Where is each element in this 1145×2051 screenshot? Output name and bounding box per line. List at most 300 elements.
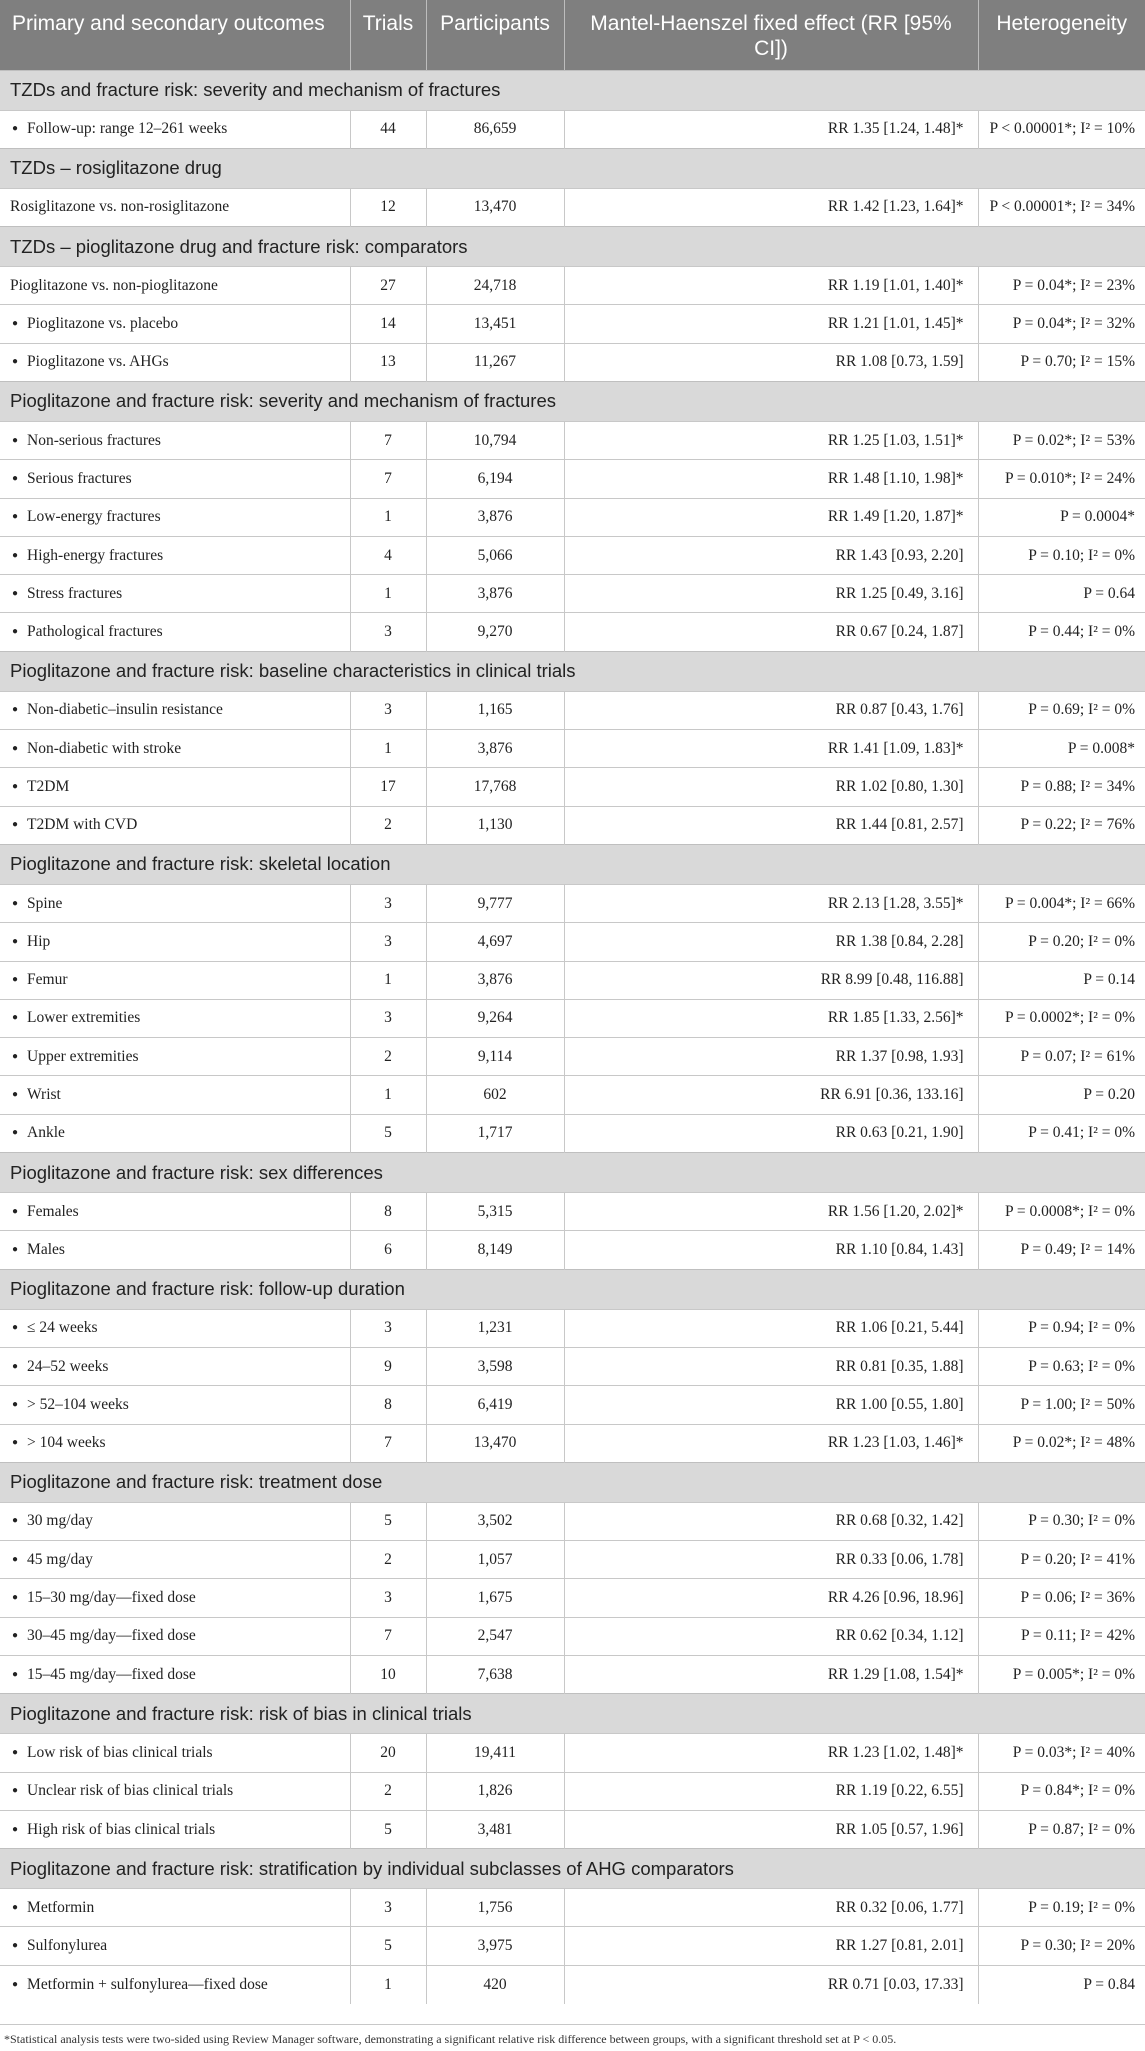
- participants-cell: [426, 498, 564, 536]
- heterogeneity-cell-text: P = 0.0004*: [1060, 508, 1135, 526]
- heterogeneity-cell-text: P = 0.14: [1083, 971, 1135, 989]
- trials-cell: [350, 110, 426, 148]
- trials-cell-text: 5: [384, 1124, 392, 1142]
- outcome-label-text: Pioglitazone vs. AHGs: [27, 353, 169, 371]
- heterogeneity-cell: [978, 1541, 1145, 1579]
- outcome-label: [0, 498, 350, 536]
- heterogeneity-cell-text: P = 0.64: [1083, 584, 1135, 602]
- bullet-icon: [10, 1358, 27, 1375]
- bullet-icon: [10, 1976, 27, 1993]
- heterogeneity-cell: [978, 1347, 1145, 1385]
- table-row: [0, 460, 1145, 498]
- participants-cell: [426, 1541, 564, 1579]
- effect-cell: [564, 1656, 978, 1694]
- participants-cell: [426, 884, 564, 922]
- outcome-label-text: Stress fractures: [27, 584, 123, 602]
- outcome-label: [0, 730, 350, 768]
- heterogeneity-cell: [978, 110, 1145, 148]
- trials-cell-text: 3: [384, 1319, 392, 1337]
- participants-cell: [426, 1502, 564, 1540]
- effect-cell-text: RR 1.42 [1.23, 1.64]*: [827, 198, 964, 216]
- table-header-row: [0, 0, 1145, 70]
- participants-cell-text: 3,876: [477, 584, 513, 602]
- heterogeneity-cell: [978, 806, 1145, 844]
- trials-cell-text: 14: [380, 315, 396, 333]
- table-row: [0, 1541, 1145, 1579]
- trials-cell: [350, 999, 426, 1037]
- bullet-icon: [10, 1086, 27, 1103]
- trials-cell: [350, 575, 426, 613]
- heterogeneity-cell-text: P = 0.44; I² = 0%: [1028, 623, 1135, 641]
- trials-cell: [350, 961, 426, 999]
- trials-cell-text: 5: [384, 1937, 392, 1955]
- participants-cell: [426, 1772, 564, 1810]
- participants-cell-text: 1,717: [477, 1124, 513, 1142]
- outcome-label: [0, 691, 350, 729]
- section-title: Pioglitazone and fracture risk: sex differences: [0, 1153, 1145, 1193]
- trials-cell: [350, 305, 426, 343]
- trials-cell: [350, 460, 426, 498]
- effect-cell: [564, 460, 978, 498]
- heterogeneity-cell: [978, 1038, 1145, 1076]
- effect-cell-text: RR 1.02 [0.80, 1.30]: [835, 778, 964, 795]
- effect-cell-text: RR 8.99 [0.48, 116.88]: [820, 971, 964, 989]
- effect-cell-text: RR 1.25 [1.03, 1.51]*: [827, 431, 964, 449]
- heterogeneity-cell: [978, 575, 1145, 613]
- heterogeneity-cell-text: P < 0.00001*; I² = 10%: [989, 120, 1135, 138]
- participants-cell-text: 3,876: [477, 739, 513, 757]
- effect-cell: [564, 1424, 978, 1462]
- effect-cell-text: RR 0.87 [0.43, 1.76]: [835, 701, 964, 719]
- effect-cell: [564, 961, 978, 999]
- trials-cell: [350, 1734, 426, 1772]
- table-row: [0, 498, 1145, 536]
- heterogeneity-cell: [978, 1579, 1145, 1617]
- outcome-label: [0, 1579, 350, 1617]
- trials-cell-text: 10: [380, 1665, 396, 1683]
- participants-cell-text: 1,756: [477, 1898, 513, 1916]
- table-row: [0, 1231, 1145, 1269]
- section-header-row: [0, 148, 1145, 188]
- heterogeneity-cell-text: P = 0.94; I² = 0%: [1028, 1319, 1135, 1337]
- outcome-label: [0, 1114, 350, 1152]
- heterogeneity-cell: [978, 1965, 1145, 2003]
- participants-cell-text: 8,149: [477, 1240, 513, 1258]
- participants-cell: [426, 1424, 564, 1462]
- outcome-label-text: Sulfonylurea: [27, 1937, 108, 1955]
- effect-cell: [564, 1502, 978, 1540]
- heterogeneity-cell: [978, 1889, 1145, 1927]
- section-title: Pioglitazone and fracture risk: stratification by individual subclasses of AHG comparators: [0, 1849, 1145, 1889]
- trials-cell-text: 7: [384, 1434, 392, 1452]
- outcome-label-text: Femur: [27, 971, 68, 989]
- heterogeneity-cell: [978, 1656, 1145, 1694]
- participants-cell-text: 7,638: [477, 1665, 513, 1683]
- table-row: [0, 1193, 1145, 1231]
- trials-cell-text: 8: [384, 1395, 392, 1413]
- heterogeneity-cell: [978, 691, 1145, 729]
- trials-cell: [350, 1965, 426, 2003]
- section-title: Pioglitazone and fracture risk: baseline characteristics in clinical trials: [0, 651, 1145, 691]
- heterogeneity-cell-text: P = 0.20: [1083, 1086, 1135, 1104]
- participants-cell: [426, 1656, 564, 1694]
- trials-cell-text: 1: [384, 1975, 392, 1993]
- effect-cell-text: RR 1.00 [0.55, 1.80]: [835, 1395, 964, 1413]
- outcome-label-text: ≤ 24 weeks: [27, 1319, 98, 1337]
- trials-cell: [350, 1810, 426, 1848]
- trials-cell: [350, 1889, 426, 1927]
- effect-cell-text: RR 1.37 [0.98, 1.93]: [835, 1047, 964, 1065]
- participants-cell-text: 6,194: [477, 469, 513, 487]
- outcome-label: [0, 768, 350, 806]
- header-outcomes: Primary and secondary outcomes: [0, 0, 350, 70]
- heterogeneity-cell: [978, 267, 1145, 305]
- participants-cell-text: 1,675: [477, 1589, 513, 1607]
- effect-cell: [564, 884, 978, 922]
- outcome-label-text: T2DM with CVD: [27, 816, 138, 834]
- table-row: [0, 1424, 1145, 1462]
- section-header-row: [0, 1269, 1145, 1309]
- table-row: [0, 806, 1145, 844]
- outcome-label-text: 30 mg/day: [27, 1512, 93, 1530]
- trials-cell: [350, 1114, 426, 1152]
- outcome-label-text: Non-diabetic–insulin resistance: [27, 701, 223, 719]
- participants-cell: [426, 575, 564, 613]
- trials-cell: [350, 1309, 426, 1347]
- effect-cell: [564, 1231, 978, 1269]
- effect-cell: [564, 923, 978, 961]
- trials-cell-text: 3: [384, 1898, 392, 1916]
- heterogeneity-cell: [978, 1114, 1145, 1152]
- heterogeneity-cell-text: P = 0.88; I² = 34%: [1020, 778, 1135, 795]
- trials-cell-text: 20: [380, 1743, 396, 1761]
- trials-cell-text: 3: [384, 894, 392, 912]
- heterogeneity-cell: [978, 1810, 1145, 1848]
- bullet-icon: [10, 1048, 27, 1065]
- table-row: [0, 1656, 1145, 1694]
- participants-cell-text: 3,481: [477, 1820, 513, 1838]
- participants-cell-text: 3,876: [477, 508, 513, 526]
- effect-cell: [564, 1347, 978, 1385]
- bullet-icon: [10, 120, 27, 137]
- participants-cell-text: 86,659: [473, 120, 517, 138]
- section-title: Pioglitazone and fracture risk: skeletal location: [0, 844, 1145, 884]
- heterogeneity-cell-text: P = 0.63; I² = 0%: [1028, 1357, 1135, 1375]
- outcome-label-text: > 52–104 weeks: [27, 1395, 129, 1413]
- participants-cell-text: 602: [483, 1086, 507, 1104]
- section-title: TZDs and fracture risk: severity and mechanism of fractures: [0, 70, 1145, 110]
- effect-cell-text: RR 0.68 [0.32, 1.42]: [835, 1512, 964, 1530]
- section-header-row: [0, 227, 1145, 267]
- trials-cell-text: 3: [384, 701, 392, 719]
- effect-cell-text: RR 1.38 [0.84, 2.28]: [835, 932, 964, 950]
- table-row: [0, 1927, 1145, 1965]
- outcome-label: [0, 1347, 350, 1385]
- outcome-label: [0, 1424, 350, 1462]
- effect-cell: [564, 305, 978, 343]
- effect-cell: [564, 1579, 978, 1617]
- trials-cell-text: 44: [380, 120, 396, 138]
- section-header-row: [0, 1462, 1145, 1502]
- outcome-label-text: Females: [27, 1202, 79, 1220]
- heterogeneity-cell-text: P = 0.02*; I² = 53%: [1012, 431, 1135, 449]
- section-title: Pioglitazone and fracture risk: risk of bias in clinical trials: [0, 1694, 1145, 1734]
- participants-cell: [426, 267, 564, 305]
- outcome-label-text: Rosiglitazone vs. non-rosiglitazone: [10, 198, 230, 216]
- outcome-label-text: High risk of bias clinical trials: [27, 1820, 216, 1838]
- participants-cell-text: 2,547: [477, 1627, 513, 1645]
- section-title: Pioglitazone and fracture risk: treatment dose: [0, 1462, 1145, 1502]
- table-row: [0, 1579, 1145, 1617]
- outcome-label: [0, 806, 350, 844]
- table-row: [0, 305, 1145, 343]
- section-title: TZDs – pioglitazone drug and fracture risk: comparators: [0, 227, 1145, 267]
- effect-cell-text: RR 1.85 [1.33, 2.56]*: [827, 1009, 964, 1027]
- outcome-label-text: Pioglitazone vs. placebo: [27, 315, 179, 333]
- effect-cell: [564, 1114, 978, 1152]
- outcome-label-text: Spine: [27, 894, 63, 912]
- heterogeneity-cell: [978, 1927, 1145, 1965]
- effect-cell: [564, 188, 978, 226]
- trials-cell-text: 7: [384, 469, 392, 487]
- heterogeneity-cell-text: P = 0.69; I² = 0%: [1028, 701, 1135, 719]
- outcome-label-text: Low risk of bias clinical trials: [27, 1743, 213, 1761]
- heterogeneity-cell-text: P = 1.00; I² = 50%: [1020, 1395, 1135, 1413]
- bullet-icon: [10, 1782, 27, 1799]
- outcome-label: [0, 961, 350, 999]
- participants-cell-text: 9,114: [477, 1047, 513, 1065]
- bullet-icon: [10, 1899, 27, 1916]
- effect-cell-text: RR 4.26 [0.96, 18.96]: [827, 1589, 964, 1607]
- bullet-icon: [10, 1589, 27, 1606]
- outcome-label: [0, 536, 350, 574]
- effect-cell: [564, 267, 978, 305]
- participants-cell: [426, 1965, 564, 2003]
- trials-cell: [350, 1424, 426, 1462]
- outcome-label: [0, 343, 350, 381]
- participants-cell: [426, 1889, 564, 1927]
- trials-cell-text: 1: [384, 971, 392, 989]
- heterogeneity-cell-text: P = 0.10; I² = 0%: [1028, 546, 1135, 564]
- bullet-icon: [10, 1203, 27, 1220]
- trials-cell-text: 8: [384, 1202, 392, 1220]
- effect-cell-text: RR 1.19 [1.01, 1.40]*: [827, 276, 964, 294]
- heterogeneity-cell-text: P = 0.11; I² = 42%: [1021, 1627, 1135, 1645]
- participants-cell-text: 13,470: [473, 198, 517, 216]
- heterogeneity-cell-text: P = 0.005*; I² = 0%: [1012, 1665, 1135, 1683]
- header-participants: Participants: [426, 0, 564, 70]
- table-row: [0, 923, 1145, 961]
- outcome-label: [0, 188, 350, 226]
- participants-cell-text: 3,975: [477, 1937, 513, 1955]
- outcome-label-text: 15–45 mg/day—fixed dose: [27, 1665, 196, 1683]
- trials-cell: [350, 691, 426, 729]
- effect-cell: [564, 1772, 978, 1810]
- outcome-label-text: Pathological fractures: [27, 623, 163, 641]
- effect-cell-text: RR 1.35 [1.24, 1.48]*: [827, 120, 964, 138]
- heterogeneity-cell-text: P = 0.19; I² = 0%: [1028, 1898, 1135, 1916]
- heterogeneity-cell: [978, 1386, 1145, 1424]
- trials-cell: [350, 1617, 426, 1655]
- effect-cell-text: RR 1.21 [1.01, 1.45]*: [827, 315, 964, 333]
- outcome-label: [0, 575, 350, 613]
- trials-cell-text: 7: [384, 431, 392, 449]
- table-row: [0, 1038, 1145, 1076]
- participants-cell: [426, 613, 564, 651]
- bullet-icon: [10, 1744, 27, 1761]
- effect-cell-text: RR 1.05 [0.57, 1.96]: [835, 1820, 964, 1838]
- trials-cell-text: 2: [384, 816, 392, 834]
- participants-cell: [426, 1038, 564, 1076]
- heterogeneity-cell-text: P = 0.84*; I² = 0%: [1020, 1782, 1135, 1800]
- participants-cell-text: 1,231: [477, 1319, 513, 1337]
- table-row: [0, 575, 1145, 613]
- section-title: TZDs – rosiglitazone drug: [0, 148, 1145, 188]
- participants-cell-text: 9,777: [477, 894, 513, 912]
- bullet-icon: [10, 353, 27, 370]
- heterogeneity-cell-text: P = 0.87; I² = 0%: [1028, 1820, 1135, 1838]
- participants-cell: [426, 1193, 564, 1231]
- trials-cell-text: 3: [384, 932, 392, 950]
- outcome-label: [0, 1889, 350, 1927]
- bullet-icon: [10, 547, 27, 564]
- effect-cell-text: RR 1.19 [0.22, 6.55]: [835, 1782, 964, 1800]
- outcome-label-text: T2DM: [27, 778, 70, 795]
- table-row: [0, 1114, 1145, 1152]
- effect-cell-text: RR 1.06 [0.21, 5.44]: [835, 1319, 964, 1337]
- outcome-label-text: Ankle: [27, 1124, 65, 1142]
- participants-cell: [426, 923, 564, 961]
- effect-cell-text: RR 1.08 [0.73, 1.59]: [835, 353, 964, 371]
- participants-cell: [426, 691, 564, 729]
- heterogeneity-cell-text: P = 0.20; I² = 41%: [1020, 1550, 1135, 1568]
- effect-cell-text: RR 0.81 [0.35, 1.88]: [835, 1357, 964, 1375]
- bullet-icon: [10, 1512, 27, 1529]
- table-row: [0, 421, 1145, 459]
- bullet-icon: [10, 1124, 27, 1141]
- outcome-label-text: 30–45 mg/day—fixed dose: [27, 1627, 196, 1645]
- table-bottom-rule: [0, 2024, 1145, 2025]
- table-row: [0, 1889, 1145, 1927]
- trials-cell: [350, 923, 426, 961]
- outcome-label-text: 15–30 mg/day—fixed dose: [27, 1589, 196, 1607]
- participants-cell: [426, 961, 564, 999]
- effect-cell: [564, 806, 978, 844]
- outcome-label-text: Non-serious fractures: [27, 431, 161, 449]
- outcome-label: [0, 267, 350, 305]
- header-effect: Mantel-Haenszel fixed effect (RR [95% CI]): [564, 0, 978, 70]
- outcome-label: [0, 884, 350, 922]
- outcome-label: [0, 1386, 350, 1424]
- participants-cell-text: 1,826: [477, 1782, 513, 1800]
- effect-cell-text: RR 1.10 [0.84, 1.43]: [835, 1240, 964, 1258]
- heterogeneity-cell: [978, 1617, 1145, 1655]
- table-row: [0, 1810, 1145, 1848]
- outcome-label: [0, 305, 350, 343]
- bullet-icon: [10, 971, 27, 988]
- table-row: [0, 1386, 1145, 1424]
- table-row: [0, 188, 1145, 226]
- effect-cell-text: RR 1.43 [0.93, 2.20]: [835, 546, 964, 564]
- header-trials: Trials: [350, 0, 426, 70]
- trials-cell: [350, 768, 426, 806]
- trials-cell: [350, 1656, 426, 1694]
- trials-cell: [350, 1347, 426, 1385]
- outcome-label: [0, 613, 350, 651]
- outcome-label-text: 24–52 weeks: [27, 1357, 109, 1375]
- table-row: [0, 343, 1145, 381]
- bullet-icon: [10, 1551, 27, 1568]
- trials-cell: [350, 267, 426, 305]
- participants-cell: [426, 188, 564, 226]
- heterogeneity-cell-text: P = 0.04*; I² = 32%: [1012, 315, 1135, 333]
- trials-cell-text: 3: [384, 623, 392, 641]
- outcome-label-text: High-energy fractures: [27, 546, 164, 564]
- heterogeneity-cell: [978, 343, 1145, 381]
- section-title: Pioglitazone and fracture risk: follow-up duration: [0, 1269, 1145, 1309]
- participants-cell: [426, 460, 564, 498]
- effect-cell-text: RR 0.62 [0.34, 1.12]: [835, 1627, 964, 1645]
- participants-cell: [426, 999, 564, 1037]
- effect-cell-text: RR 2.13 [1.28, 3.55]*: [827, 894, 964, 912]
- effect-cell: [564, 1076, 978, 1114]
- table-row: [0, 1076, 1145, 1114]
- effect-cell: [564, 498, 978, 536]
- trials-cell: [350, 613, 426, 651]
- effect-cell: [564, 1810, 978, 1848]
- effect-cell-text: RR 0.67 [0.24, 1.87]: [835, 623, 964, 641]
- effect-cell-text: RR 1.25 [0.49, 3.16]: [835, 584, 964, 602]
- outcome-label: [0, 1076, 350, 1114]
- participants-cell-text: 9,270: [477, 623, 513, 641]
- heterogeneity-cell: [978, 188, 1145, 226]
- outcome-label-text: Males: [27, 1240, 65, 1258]
- table-footnote: *Statistical analysis tests were two-sided using Review Manager software, demonstrating a significant relative risk difference between groups, with a significant threshold set at P < 0.05.: [4, 2032, 897, 2046]
- effect-cell: [564, 1927, 978, 1965]
- table-row: [0, 1734, 1145, 1772]
- participants-cell: [426, 768, 564, 806]
- bullet-icon: [10, 740, 27, 757]
- outcome-label-text: Pioglitazone vs. non-pioglitazone: [10, 276, 218, 294]
- participants-cell: [426, 305, 564, 343]
- trials-cell: [350, 536, 426, 574]
- heterogeneity-cell: [978, 1502, 1145, 1540]
- heterogeneity-cell-text: P = 0.0008*; I² = 0%: [1004, 1202, 1135, 1220]
- heterogeneity-cell: [978, 536, 1145, 574]
- trials-cell-text: 1: [384, 508, 392, 526]
- effect-cell: [564, 1617, 978, 1655]
- bullet-icon: [10, 585, 27, 602]
- heterogeneity-cell-text: P = 0.84: [1083, 1975, 1135, 1993]
- trials-cell-text: 2: [384, 1782, 392, 1800]
- participants-cell-text: 1,165: [477, 701, 513, 719]
- effect-cell: [564, 1734, 978, 1772]
- heterogeneity-cell: [978, 884, 1145, 922]
- heterogeneity-cell: [978, 1309, 1145, 1347]
- outcome-label-text: Non-diabetic with stroke: [27, 739, 182, 757]
- participants-cell: [426, 806, 564, 844]
- table-row: [0, 768, 1145, 806]
- outcome-label: [0, 923, 350, 961]
- participants-cell-text: 5,066: [477, 546, 513, 564]
- heterogeneity-cell-text: P = 0.49; I² = 14%: [1020, 1240, 1135, 1258]
- table-row: [0, 1617, 1145, 1655]
- heterogeneity-cell: [978, 1734, 1145, 1772]
- effect-cell: [564, 1309, 978, 1347]
- trials-cell-text: 5: [384, 1512, 392, 1530]
- heterogeneity-cell-text: P = 0.008*: [1067, 739, 1135, 757]
- heterogeneity-cell-text: P = 0.70; I² = 15%: [1020, 353, 1135, 371]
